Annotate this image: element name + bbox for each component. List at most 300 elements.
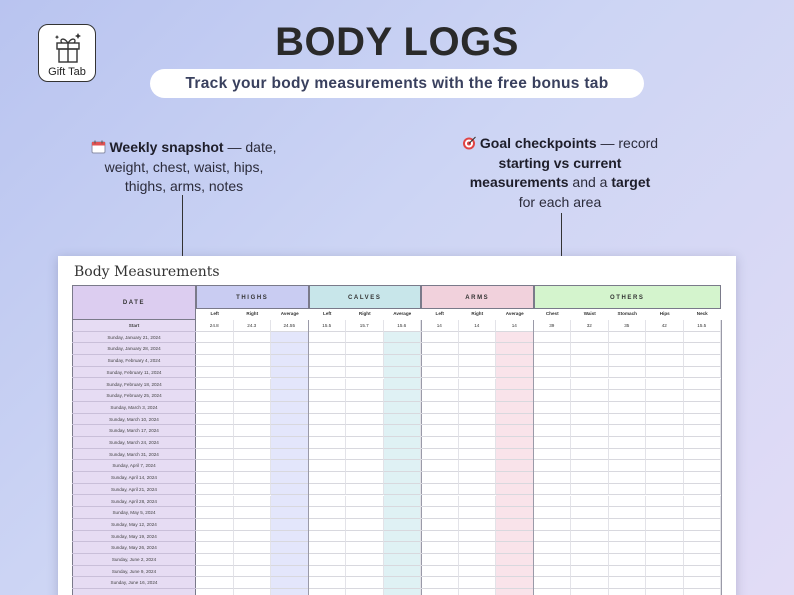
- measurement-cell[interactable]: [459, 554, 497, 566]
- measurement-cell[interactable]: [271, 355, 309, 367]
- measurement-cell[interactable]: [534, 531, 572, 543]
- measurement-cell[interactable]: [459, 390, 497, 402]
- measurement-cell[interactable]: [234, 343, 272, 355]
- measurement-cell[interactable]: [421, 367, 459, 379]
- date-cell[interactable]: Sunday, May 26, 2024: [72, 542, 196, 554]
- measurement-cell[interactable]: [571, 343, 609, 355]
- date-cell[interactable]: Sunday, March 10, 2024: [72, 414, 196, 426]
- measurement-cell[interactable]: [271, 484, 309, 496]
- measurement-cell[interactable]: [384, 437, 422, 449]
- measurement-cell[interactable]: [234, 390, 272, 402]
- measurement-cell[interactable]: [346, 542, 384, 554]
- date-cell[interactable]: Sunday, May 12, 2024: [72, 519, 196, 531]
- measurement-cell[interactable]: [234, 437, 272, 449]
- measurement-cell[interactable]: [459, 472, 497, 484]
- measurement-cell[interactable]: [271, 379, 309, 391]
- measurement-cell[interactable]: [196, 379, 234, 391]
- measurement-cell[interactable]: [459, 460, 497, 472]
- measurement-cell[interactable]: [684, 379, 722, 391]
- measurement-cell[interactable]: [234, 425, 272, 437]
- measurement-cell[interactable]: [384, 577, 422, 589]
- measurement-cell[interactable]: [234, 414, 272, 426]
- measurement-cell[interactable]: [196, 390, 234, 402]
- measurement-cell[interactable]: [684, 355, 722, 367]
- measurement-cell[interactable]: [496, 472, 534, 484]
- measurement-cell[interactable]: [234, 449, 272, 461]
- measurement-cell[interactable]: [346, 460, 384, 472]
- measurement-cell[interactable]: [609, 449, 647, 461]
- measurement-cell[interactable]: [196, 519, 234, 531]
- measurement-cell[interactable]: [496, 414, 534, 426]
- measurement-cell[interactable]: [646, 332, 684, 344]
- date-cell[interactable]: Sunday, April 21, 2024: [72, 484, 196, 496]
- measurement-cell[interactable]: [271, 531, 309, 543]
- measurement-cell[interactable]: [421, 437, 459, 449]
- measurement-cell[interactable]: [421, 414, 459, 426]
- measurement-cell[interactable]: [609, 343, 647, 355]
- arms-left-start-value[interactable]: 14: [421, 320, 459, 332]
- measurement-cell[interactable]: [196, 367, 234, 379]
- measurement-cell[interactable]: [346, 402, 384, 414]
- measurement-cell[interactable]: [646, 566, 684, 578]
- measurement-cell[interactable]: [346, 390, 384, 402]
- measurement-cell[interactable]: [646, 519, 684, 531]
- measurement-cell[interactable]: [234, 577, 272, 589]
- measurement-cell[interactable]: [196, 402, 234, 414]
- measurement-cell[interactable]: [534, 507, 572, 519]
- measurement-cell[interactable]: [196, 507, 234, 519]
- measurement-cell[interactable]: [384, 414, 422, 426]
- measurement-cell[interactable]: [459, 507, 497, 519]
- measurement-cell[interactable]: [571, 425, 609, 437]
- measurement-cell[interactable]: [384, 343, 422, 355]
- others-neck-start-value[interactable]: 15.5: [684, 320, 722, 332]
- measurement-cell[interactable]: [496, 531, 534, 543]
- measurement-cell[interactable]: [309, 390, 347, 402]
- measurement-cell[interactable]: [309, 355, 347, 367]
- measurement-cell[interactable]: [384, 589, 422, 595]
- measurement-cell[interactable]: [309, 425, 347, 437]
- measurement-cell[interactable]: [459, 577, 497, 589]
- measurement-cell[interactable]: [271, 437, 309, 449]
- measurement-cell[interactable]: [421, 332, 459, 344]
- measurement-cell[interactable]: [421, 472, 459, 484]
- measurement-cell[interactable]: [571, 519, 609, 531]
- measurement-cell[interactable]: [346, 519, 384, 531]
- measurement-cell[interactable]: [534, 589, 572, 595]
- measurement-cell[interactable]: [571, 367, 609, 379]
- measurement-cell[interactable]: [684, 343, 722, 355]
- measurement-cell[interactable]: [609, 484, 647, 496]
- measurement-cell[interactable]: [196, 554, 234, 566]
- measurement-cell[interactable]: [459, 519, 497, 531]
- measurement-cell[interactable]: [571, 577, 609, 589]
- measurement-cell[interactable]: [496, 367, 534, 379]
- measurement-cell[interactable]: [234, 355, 272, 367]
- measurement-cell[interactable]: [496, 554, 534, 566]
- measurement-cell[interactable]: [196, 472, 234, 484]
- measurement-cell[interactable]: [496, 589, 534, 595]
- measurement-cell[interactable]: [571, 496, 609, 508]
- measurement-cell[interactable]: [271, 449, 309, 461]
- measurement-cell[interactable]: [196, 414, 234, 426]
- measurement-cell[interactable]: [459, 449, 497, 461]
- measurement-cell[interactable]: [571, 414, 609, 426]
- measurement-cell[interactable]: [459, 542, 497, 554]
- measurement-cell[interactable]: [346, 425, 384, 437]
- measurement-cell[interactable]: [346, 554, 384, 566]
- date-cell[interactable]: Sunday, May 19, 2024: [72, 531, 196, 543]
- measurement-cell[interactable]: [309, 566, 347, 578]
- measurement-cell[interactable]: [646, 437, 684, 449]
- measurement-cell[interactable]: [571, 566, 609, 578]
- measurement-cell[interactable]: [496, 402, 534, 414]
- measurement-cell[interactable]: [534, 542, 572, 554]
- date-cell[interactable]: Sunday, February 4, 2024: [72, 355, 196, 367]
- measurement-cell[interactable]: [271, 343, 309, 355]
- measurement-cell[interactable]: [346, 343, 384, 355]
- measurement-cell[interactable]: [196, 437, 234, 449]
- measurement-cell[interactable]: [421, 425, 459, 437]
- measurement-cell[interactable]: [384, 472, 422, 484]
- measurement-cell[interactable]: [234, 496, 272, 508]
- measurement-cell[interactable]: [196, 355, 234, 367]
- measurement-cell[interactable]: [196, 449, 234, 461]
- measurement-cell[interactable]: [646, 414, 684, 426]
- measurement-cell[interactable]: [459, 566, 497, 578]
- measurement-cell[interactable]: [609, 577, 647, 589]
- measurement-cell[interactable]: [421, 379, 459, 391]
- measurement-cell[interactable]: [571, 449, 609, 461]
- measurement-cell[interactable]: [271, 542, 309, 554]
- measurement-cell[interactable]: [684, 414, 722, 426]
- calves-average-start-value[interactable]: 15.6: [384, 320, 422, 332]
- measurement-cell[interactable]: [609, 379, 647, 391]
- measurement-cell[interactable]: [684, 390, 722, 402]
- thighs-average-start-value[interactable]: 24.55: [271, 320, 309, 332]
- measurement-cell[interactable]: [684, 519, 722, 531]
- measurement-cell[interactable]: [684, 437, 722, 449]
- measurement-cell[interactable]: [309, 589, 347, 595]
- measurement-cell[interactable]: [684, 507, 722, 519]
- measurement-cell[interactable]: [534, 437, 572, 449]
- thighs-left-start-value[interactable]: 24.8: [196, 320, 234, 332]
- measurement-cell[interactable]: [534, 449, 572, 461]
- measurement-cell[interactable]: [684, 531, 722, 543]
- date-cell[interactable]: Sunday, June 2, 2024: [72, 554, 196, 566]
- measurement-cell[interactable]: [384, 531, 422, 543]
- measurement-cell[interactable]: [271, 460, 309, 472]
- measurement-cell[interactable]: [384, 507, 422, 519]
- measurement-cell[interactable]: [684, 542, 722, 554]
- measurement-cell[interactable]: [309, 332, 347, 344]
- measurement-cell[interactable]: [309, 577, 347, 589]
- measurement-cell[interactable]: [234, 379, 272, 391]
- measurement-cell[interactable]: [384, 425, 422, 437]
- measurement-cell[interactable]: [271, 425, 309, 437]
- measurement-cell[interactable]: [271, 519, 309, 531]
- date-cell[interactable]: Sunday, February 11, 2024: [72, 367, 196, 379]
- measurement-cell[interactable]: [384, 554, 422, 566]
- date-cell[interactable]: Sunday, May 5, 2024: [72, 507, 196, 519]
- measurement-cell[interactable]: [271, 589, 309, 595]
- measurement-cell[interactable]: [384, 519, 422, 531]
- measurement-cell[interactable]: [609, 425, 647, 437]
- date-cell[interactable]: Sunday, March 24, 2024: [72, 437, 196, 449]
- measurement-cell[interactable]: [271, 367, 309, 379]
- measurement-cell[interactable]: [271, 390, 309, 402]
- date-cell[interactable]: Sunday, June 16, 2024: [72, 577, 196, 589]
- measurement-cell[interactable]: [346, 531, 384, 543]
- measurement-cell[interactable]: [271, 577, 309, 589]
- measurement-cell[interactable]: [234, 367, 272, 379]
- measurement-cell[interactable]: [234, 542, 272, 554]
- measurement-cell[interactable]: [646, 390, 684, 402]
- measurement-cell[interactable]: [196, 542, 234, 554]
- others-chest-start-value[interactable]: 39: [534, 320, 572, 332]
- measurement-cell[interactable]: [534, 496, 572, 508]
- measurement-cell[interactable]: [384, 460, 422, 472]
- measurement-cell[interactable]: [421, 589, 459, 595]
- measurement-cell[interactable]: [609, 355, 647, 367]
- measurement-cell[interactable]: [459, 379, 497, 391]
- measurement-cell[interactable]: [496, 460, 534, 472]
- measurement-cell[interactable]: [196, 460, 234, 472]
- arms-average-start-value[interactable]: 14: [496, 320, 534, 332]
- measurement-cell[interactable]: [646, 425, 684, 437]
- measurement-cell[interactable]: [571, 379, 609, 391]
- measurement-cell[interactable]: [609, 332, 647, 344]
- date-cell[interactable]: Sunday, April 14, 2024: [72, 472, 196, 484]
- measurement-cell[interactable]: [459, 437, 497, 449]
- measurement-cell[interactable]: [459, 332, 497, 344]
- measurement-cell[interactable]: [646, 496, 684, 508]
- measurement-cell[interactable]: [496, 542, 534, 554]
- measurement-cell[interactable]: [346, 379, 384, 391]
- measurement-cell[interactable]: [496, 379, 534, 391]
- measurement-cell[interactable]: [234, 554, 272, 566]
- date-cell[interactable]: Sunday, April 7, 2024: [72, 460, 196, 472]
- measurement-cell[interactable]: [234, 531, 272, 543]
- measurement-cell[interactable]: [534, 343, 572, 355]
- measurement-cell[interactable]: [234, 332, 272, 344]
- measurement-cell[interactable]: [571, 542, 609, 554]
- measurement-cell[interactable]: [309, 367, 347, 379]
- measurement-cell[interactable]: [534, 577, 572, 589]
- measurement-cell[interactable]: [309, 460, 347, 472]
- measurement-cell[interactable]: [459, 402, 497, 414]
- measurement-cell[interactable]: [496, 496, 534, 508]
- measurement-cell[interactable]: [421, 355, 459, 367]
- measurement-cell[interactable]: [234, 589, 272, 595]
- measurement-cell[interactable]: [646, 554, 684, 566]
- measurement-cell[interactable]: [646, 460, 684, 472]
- measurement-cell[interactable]: [684, 566, 722, 578]
- measurement-cell[interactable]: [384, 379, 422, 391]
- measurement-cell[interactable]: [571, 390, 609, 402]
- measurement-cell[interactable]: [421, 519, 459, 531]
- measurement-cell[interactable]: [646, 367, 684, 379]
- measurement-cell[interactable]: [309, 379, 347, 391]
- measurement-cell[interactable]: [196, 589, 234, 595]
- measurement-cell[interactable]: [346, 472, 384, 484]
- measurement-cell[interactable]: [346, 332, 384, 344]
- measurement-cell[interactable]: [346, 566, 384, 578]
- measurement-cell[interactable]: [384, 367, 422, 379]
- measurement-cell[interactable]: [571, 484, 609, 496]
- measurement-cell[interactable]: [496, 437, 534, 449]
- measurement-cell[interactable]: [684, 589, 722, 595]
- measurement-cell[interactable]: [571, 472, 609, 484]
- measurement-cell[interactable]: [384, 402, 422, 414]
- measurement-cell[interactable]: [609, 414, 647, 426]
- date-cell[interactable]: Sunday, February 18, 2024: [72, 379, 196, 391]
- calves-left-start-value[interactable]: 15.5: [309, 320, 347, 332]
- others-waist-start-value[interactable]: 32: [571, 320, 609, 332]
- measurement-cell[interactable]: [571, 531, 609, 543]
- others-stomach-start-value[interactable]: 35: [609, 320, 647, 332]
- measurement-cell[interactable]: [421, 577, 459, 589]
- measurement-cell[interactable]: [684, 402, 722, 414]
- measurement-cell[interactable]: [421, 566, 459, 578]
- measurement-cell[interactable]: [646, 402, 684, 414]
- measurement-cell[interactable]: [421, 496, 459, 508]
- measurement-cell[interactable]: [534, 566, 572, 578]
- measurement-cell[interactable]: [646, 577, 684, 589]
- measurement-cell[interactable]: [421, 460, 459, 472]
- measurement-cell[interactable]: [271, 332, 309, 344]
- measurement-cell[interactable]: [534, 390, 572, 402]
- measurement-cell[interactable]: [234, 472, 272, 484]
- measurement-cell[interactable]: [459, 367, 497, 379]
- measurement-cell[interactable]: [234, 507, 272, 519]
- measurement-cell[interactable]: [421, 343, 459, 355]
- measurement-cell[interactable]: [309, 542, 347, 554]
- measurement-cell[interactable]: [459, 425, 497, 437]
- date-cell[interactable]: Sunday, June 9, 2024: [72, 566, 196, 578]
- measurement-cell[interactable]: [646, 507, 684, 519]
- measurement-cell[interactable]: [421, 484, 459, 496]
- measurement-cell[interactable]: [646, 589, 684, 595]
- measurement-cell[interactable]: [346, 414, 384, 426]
- measurement-cell[interactable]: [271, 566, 309, 578]
- measurement-cell[interactable]: [346, 589, 384, 595]
- measurement-cell[interactable]: [609, 531, 647, 543]
- measurement-cell[interactable]: [534, 519, 572, 531]
- measurement-cell[interactable]: [571, 402, 609, 414]
- thighs-right-start-value[interactable]: 24.3: [234, 320, 272, 332]
- measurement-cell[interactable]: [646, 531, 684, 543]
- date-cell[interactable]: Sunday, April 28, 2024: [72, 496, 196, 508]
- measurement-cell[interactable]: [534, 402, 572, 414]
- measurement-cell[interactable]: [646, 472, 684, 484]
- measurement-cell[interactable]: [309, 449, 347, 461]
- measurement-cell[interactable]: [496, 425, 534, 437]
- measurement-cell[interactable]: [496, 566, 534, 578]
- measurement-cell[interactable]: [346, 449, 384, 461]
- measurement-cell[interactable]: [346, 437, 384, 449]
- measurement-cell[interactable]: [609, 460, 647, 472]
- measurement-cell[interactable]: [459, 355, 497, 367]
- measurement-cell[interactable]: [684, 425, 722, 437]
- measurement-cell[interactable]: [271, 414, 309, 426]
- measurement-cell[interactable]: [684, 496, 722, 508]
- measurement-cell[interactable]: [571, 589, 609, 595]
- measurement-cell[interactable]: [496, 519, 534, 531]
- measurement-cell[interactable]: [571, 437, 609, 449]
- measurement-cell[interactable]: [384, 449, 422, 461]
- measurement-cell[interactable]: [684, 484, 722, 496]
- measurement-cell[interactable]: [421, 554, 459, 566]
- measurement-cell[interactable]: [234, 566, 272, 578]
- measurement-cell[interactable]: [459, 496, 497, 508]
- measurement-cell[interactable]: [609, 589, 647, 595]
- measurement-cell[interactable]: [271, 472, 309, 484]
- measurement-cell[interactable]: [609, 472, 647, 484]
- measurement-cell[interactable]: [346, 496, 384, 508]
- measurement-cell[interactable]: [271, 554, 309, 566]
- measurement-cell[interactable]: [234, 402, 272, 414]
- measurement-cell[interactable]: [496, 332, 534, 344]
- measurement-cell[interactable]: [421, 402, 459, 414]
- measurement-cell[interactable]: [421, 449, 459, 461]
- measurement-cell[interactable]: [534, 367, 572, 379]
- measurement-cell[interactable]: [534, 332, 572, 344]
- measurement-cell[interactable]: [646, 542, 684, 554]
- measurement-cell[interactable]: [196, 332, 234, 344]
- measurement-cell[interactable]: [459, 589, 497, 595]
- date-cell[interactable]: Sunday, March 31, 2024: [72, 449, 196, 461]
- measurement-cell[interactable]: [534, 379, 572, 391]
- measurement-cell[interactable]: [534, 460, 572, 472]
- measurement-cell[interactable]: [684, 577, 722, 589]
- date-cell[interactable]: Sunday, January 21, 2024: [72, 332, 196, 344]
- measurement-cell[interactable]: [384, 332, 422, 344]
- measurement-cell[interactable]: [309, 496, 347, 508]
- measurement-cell[interactable]: [534, 484, 572, 496]
- measurement-cell[interactable]: [309, 437, 347, 449]
- measurement-cell[interactable]: [571, 507, 609, 519]
- measurement-cell[interactable]: [609, 390, 647, 402]
- measurement-cell[interactable]: [271, 496, 309, 508]
- measurement-cell[interactable]: [421, 507, 459, 519]
- measurement-cell[interactable]: [421, 542, 459, 554]
- measurement-cell[interactable]: [684, 460, 722, 472]
- measurement-cell[interactable]: [496, 390, 534, 402]
- measurement-cell[interactable]: [534, 425, 572, 437]
- measurement-cell[interactable]: [384, 542, 422, 554]
- measurement-cell[interactable]: [346, 577, 384, 589]
- measurement-cell[interactable]: [571, 554, 609, 566]
- measurement-cell[interactable]: [271, 402, 309, 414]
- measurement-cell[interactable]: [684, 367, 722, 379]
- measurement-cell[interactable]: [609, 554, 647, 566]
- measurement-cell[interactable]: [309, 343, 347, 355]
- measurement-cell[interactable]: [609, 496, 647, 508]
- measurement-cell[interactable]: [646, 343, 684, 355]
- measurement-cell[interactable]: [459, 484, 497, 496]
- measurement-cell[interactable]: [609, 367, 647, 379]
- measurement-cell[interactable]: [534, 554, 572, 566]
- measurement-cell[interactable]: [234, 519, 272, 531]
- measurement-cell[interactable]: [609, 566, 647, 578]
- measurement-cell[interactable]: [309, 414, 347, 426]
- measurement-cell[interactable]: [496, 449, 534, 461]
- measurement-cell[interactable]: [684, 554, 722, 566]
- measurement-cell[interactable]: [684, 332, 722, 344]
- date-cell[interactable]: Sunday, February 25, 2024: [72, 390, 196, 402]
- measurement-cell[interactable]: [309, 402, 347, 414]
